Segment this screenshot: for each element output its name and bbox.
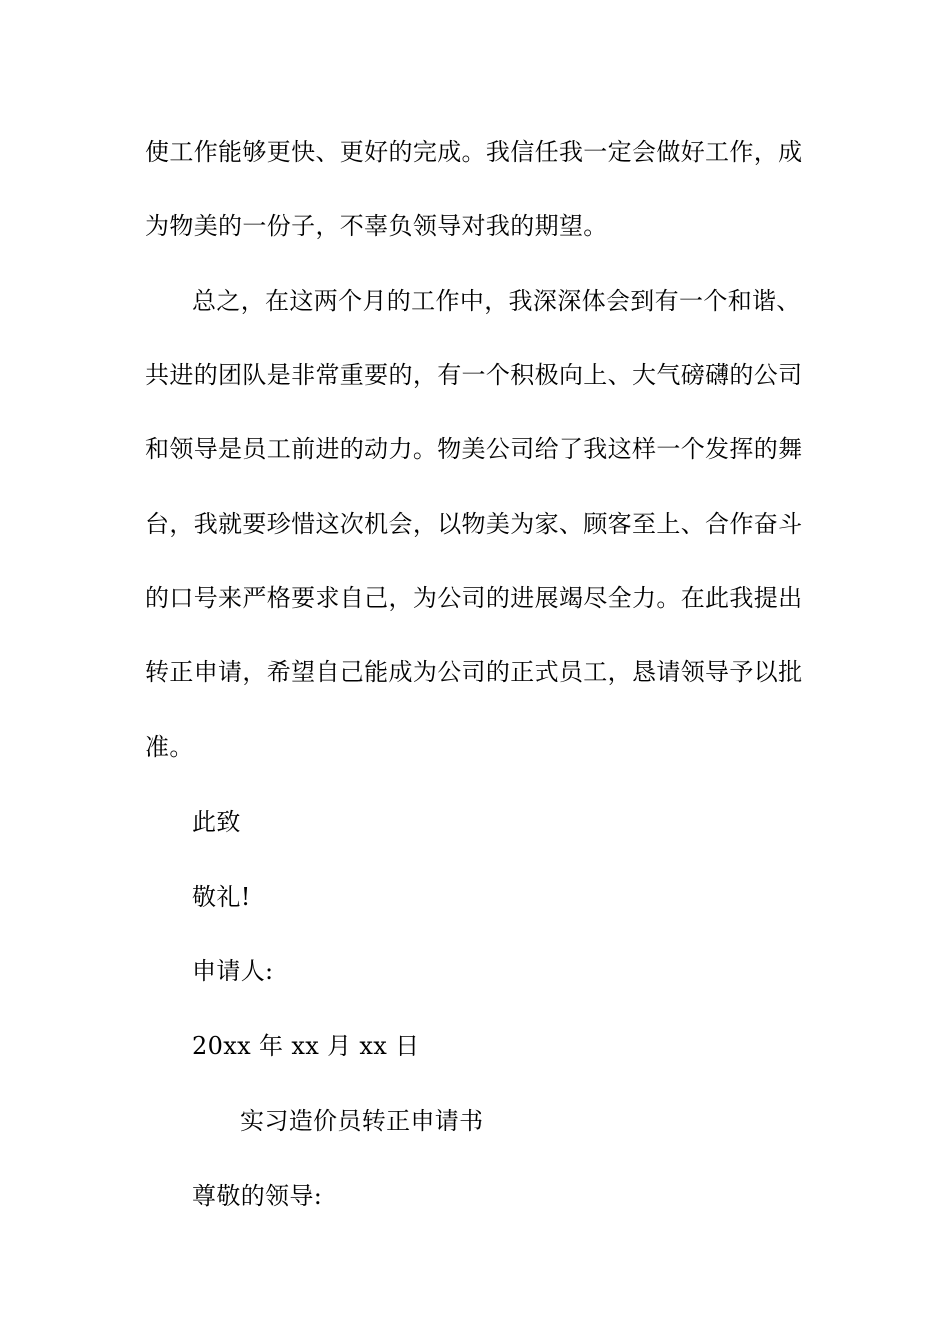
paragraph-line: 准。 [145, 733, 194, 761]
paragraph-line: 为物美的一份子，不辜负领导对我的期望。 [145, 212, 608, 240]
paragraph-line: 台，我就要珍惜这次机会，以物美为家、顾客至上、合作奋斗 [145, 510, 803, 538]
paragraph-line: 转正申请，希望自己能成为公司的正式员工，恳请领导予以批 [145, 658, 803, 686]
paragraph-line: 总之，在这两个月的工作中，我深深体会到有一个和谐、 [192, 287, 801, 315]
next-document-title: 实习造价员转正申请书 [240, 1107, 484, 1135]
paragraph-line: 的口号来严格要求自己，为公司的进展竭尽全力。在此我提出 [145, 584, 803, 612]
paragraph-line: 使工作能够更快、更好的完成。我信任我一定会做好工作，成 [145, 138, 803, 166]
date-text: 20xx 年 xx 月 xx 日 [192, 1032, 420, 1060]
applicant-label: 申请人: [192, 957, 274, 985]
next-document-greeting: 尊敬的领导: [192, 1182, 323, 1210]
closing-text: 此致 [192, 808, 241, 836]
salute-text: 敬礼! [192, 883, 251, 911]
paragraph-line: 和领导是员工前进的动力。物美公司给了我这样一个发挥的舞 [145, 435, 803, 463]
paragraph-line: 共进的团队是非常重要的，有一个积极向上、大气磅礴的公司 [145, 361, 803, 389]
